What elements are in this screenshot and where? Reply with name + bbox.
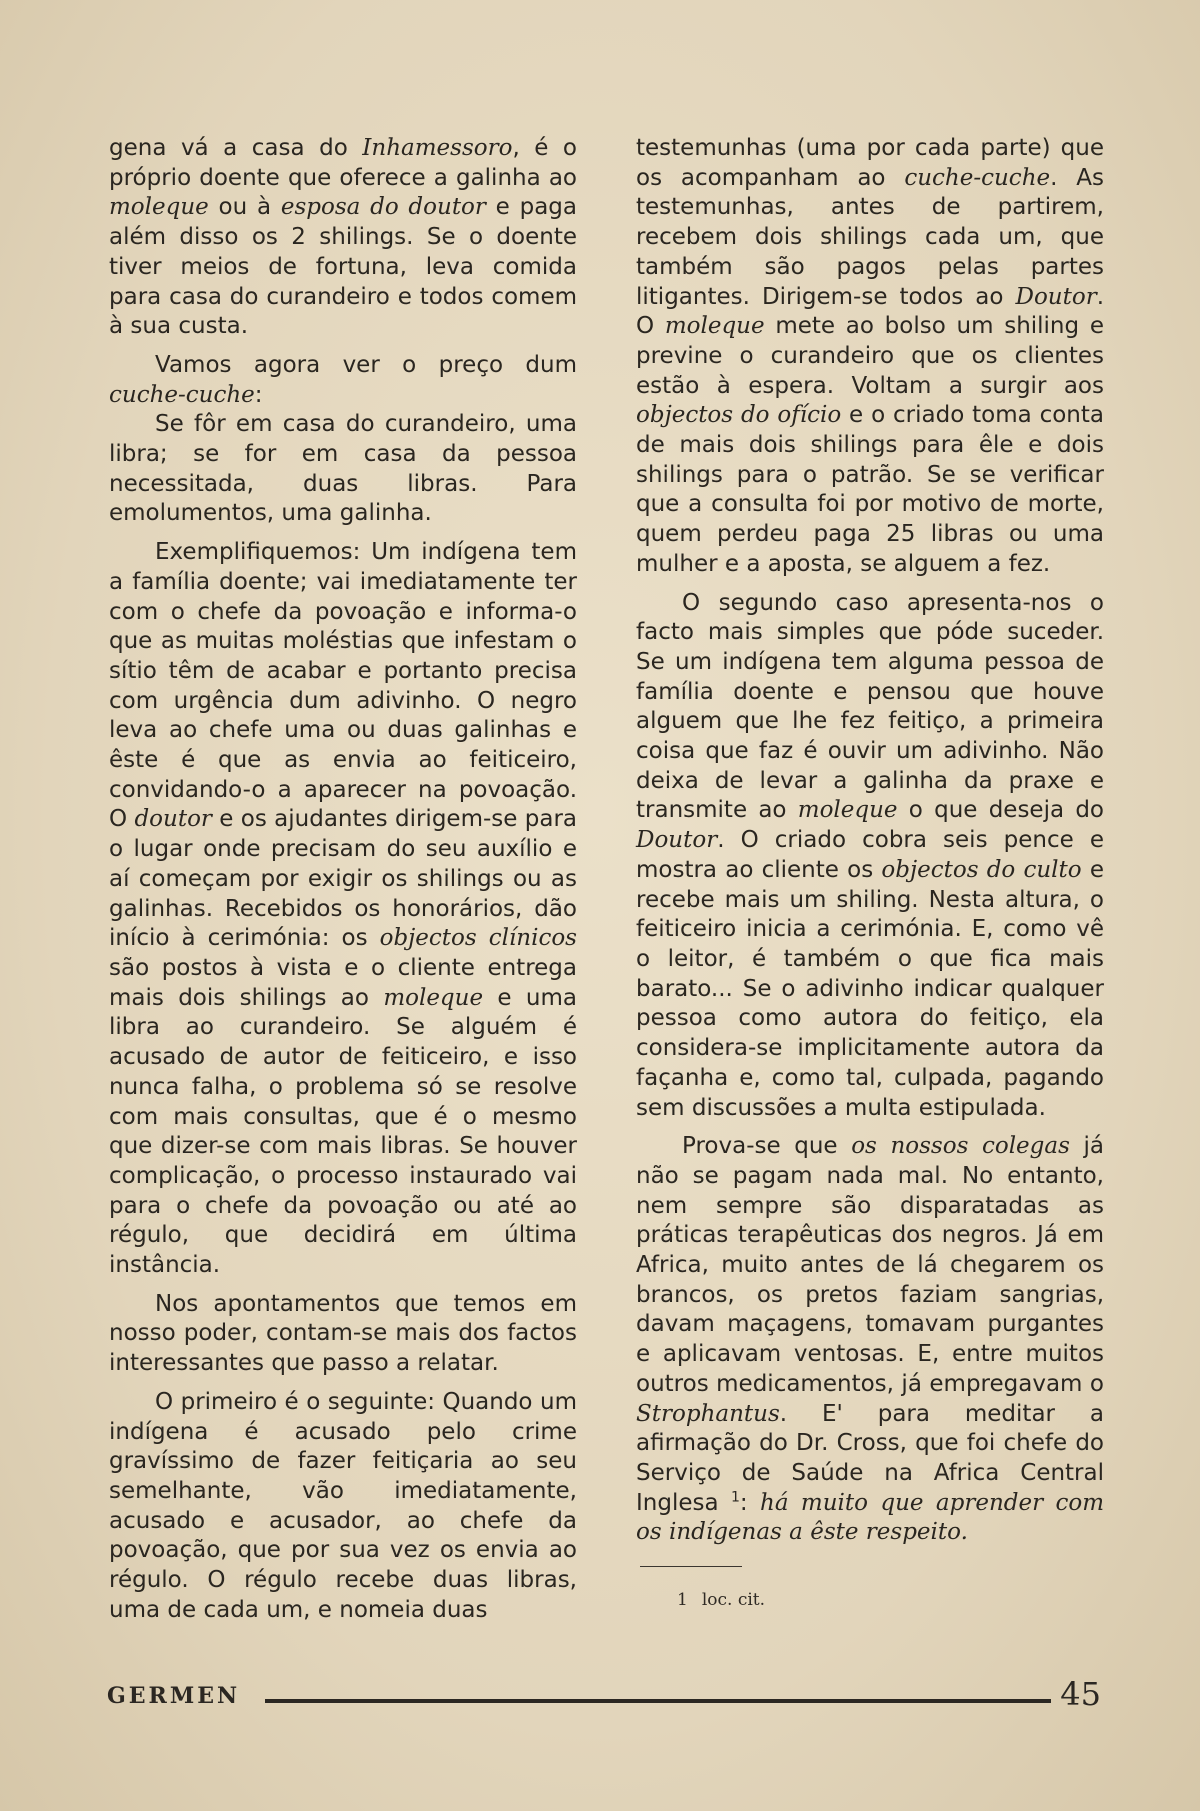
paragraph: O primeiro é o seguinte: Quando um indígena é acusado pelo crime gravíssimo de fazer feitiçaria ao seu semelhante, vão imediatamente, acusado e acusador, ao chefe da povoação, que por sua vez os envia ao régulo. O régulo recebe duas libras, uma de cada um, e nomeia duas bbox=[109, 1388, 577, 1623]
italic-term: Inhamessoro bbox=[362, 135, 513, 161]
text-column-left bbox=[109, 134, 577, 1625]
italic-term: moleque bbox=[664, 313, 765, 340]
italic-term: Strophantus bbox=[636, 1400, 780, 1427]
italic-term: Doutor bbox=[636, 827, 718, 854]
page-number: 45 bbox=[1060, 1675, 1101, 1713]
italic-term: Doutor bbox=[1015, 283, 1097, 310]
italic-term: moleque bbox=[109, 194, 209, 221]
italic-term: cuche-cuche bbox=[904, 164, 1051, 191]
paragraph: Se fôr em casa do curandeiro, uma libra; se for em casa da pessoa necessitada, duas libras. Para emolumentos, uma galinha. bbox=[109, 411, 577, 527]
footnote-reference: 1 bbox=[730, 1488, 740, 1505]
italic-term: os nossos colegas bbox=[851, 1133, 1070, 1160]
footnote-number: 1 bbox=[677, 1590, 688, 1610]
footnote-divider bbox=[640, 1566, 742, 1567]
footer-rule bbox=[265, 1699, 1051, 1703]
paragraph: O segundo caso apresenta-nos o facto mais simples que póde suceder. Se um indígena tem alguma pessoa de família doente e pensou que houve alguem que lhe fez feitiço, a primeira coisa que faz é ouvir um adivinho. Não deixa de levar a galinha da praxe e transmite ao moleque o que deseja do Doutor. O criado cobra seis pence e mostra ao cliente os objectos do culto e recebe mais um shiling. Nesta altura, o feiticeiro inicia a cerimónia. E, como vê o leitor, é também o que fica mais barato... Se o adivinho indicar qualquer pessoa como autora do feitiço, ela considera-se implicitamente autora da façanha e, como tal, culpada, pagando sem discussões a multa estipulada. bbox=[636, 589, 1104, 1121]
page-footer bbox=[107, 1675, 1101, 1719]
italic-term: objectos do ofício bbox=[636, 402, 842, 429]
italic-quote: há muito que aprender com os indígenas a êste respeito. bbox=[636, 1489, 1105, 1546]
paragraph: Nos apontamentos que temos em nosso poder, contam-se mais dos factos interessantes que passo a relatar. bbox=[109, 1290, 577, 1377]
italic-term: objectos do culto bbox=[881, 856, 1082, 883]
paragraph: Exemplifiquemos: Um indígena tem a família doente; vai imediatamente ter com o chefe da povoação e informa-o que as muitas moléstias que infestam o sítio têm de acabar e portanto precisa com urgência dum adivinho. O negro leva ao chefe uma ou duas galinhas e êste é que as envia ao feiticeiro, convidando-o a aparecer na povoação. O doutor e os ajudantes dirigem-se para o lugar onde precisam do seu auxílio e aí começam por exigir os shilings ou as galinhas. Recebidos os honorários, dão início à cerimónia: os objectos clínicos são postos à vista e o cliente entrega mais dois shilings ao moleque e uma libra ao curandeiro. Se alguém é acusado de autor de feiticeiro, e isso nunca falha, o problema só se resolve com mais consultas, que é o mesmo que dizer-se com mais libras. Se houver complicação, o processo instaurado vai para o chefe da povoação ou até ao régulo, que decidirá em última instância. bbox=[109, 539, 577, 1279]
italic-term: objectos clínicos bbox=[379, 925, 577, 952]
italic-term: esposa do doutor bbox=[280, 194, 486, 221]
italic-term: moleque bbox=[797, 797, 898, 824]
paragraph: Vamos agora ver o preço dum cuche-cuche: bbox=[109, 351, 577, 408]
italic-term: doutor bbox=[134, 806, 212, 833]
paragraph: Prova-se que os nossos colegas já não se pagam nada mal. No entanto, nem sempre são disparatadas as práticas terapêuticas dos negros. Já em Africa, muito antes de lá chegarem os brancos, os pretos faziam sangrias, davam maçagens, tomavam purgantes e aplicavam ventosas. E, entre muitos outros medicamentos, já empregavam o Strophantus. E' para meditar a afirmação do Dr. Cross, que foi chefe do Serviço de Saúde na Africa Central Inglesa $^1$: há muito que aprender com os indígenas a êste respeito. bbox=[636, 1133, 1105, 1546]
italic-term: moleque bbox=[383, 984, 484, 1011]
footnote bbox=[677, 1590, 765, 1610]
paragraph: testemunhas (uma por cada parte) que os acompanham ao cuche-cuche. As testemunhas, antes de partirem, recebem dois shilings cada um, que também são pagos pelas partes litigantes. Dirigem-se todos ao Doutor. O moleque mete ao bolso um shiling e previne o curandeiro que os clientes estão à espera. Voltam a surgir aos objectos do ofício e o criado toma conta de mais dois shilings para êle e dois shilings para o patrão. Se se verificar que a consulta foi por motivo de morte, quem perdeu paga 25 libras ou uma mulher e a aposta, se alguem a fez. bbox=[636, 135, 1105, 577]
text-column-right bbox=[636, 134, 1104, 1548]
paragraph: gena vá a casa do Inhamessoro, é o próprio doente que oferece a galinha ao moleque ou à esposa do doutor e paga além disso os 2 shilings. Se o doente tiver meios de fortuna, leva comida para casa do curandeiro e todos comem à sua custa. bbox=[109, 135, 578, 340]
footnote-text: loc. cit. bbox=[701, 1590, 766, 1610]
journal-name: GERMEN bbox=[107, 1683, 241, 1709]
italic-term: cuche-cuche bbox=[109, 381, 255, 408]
